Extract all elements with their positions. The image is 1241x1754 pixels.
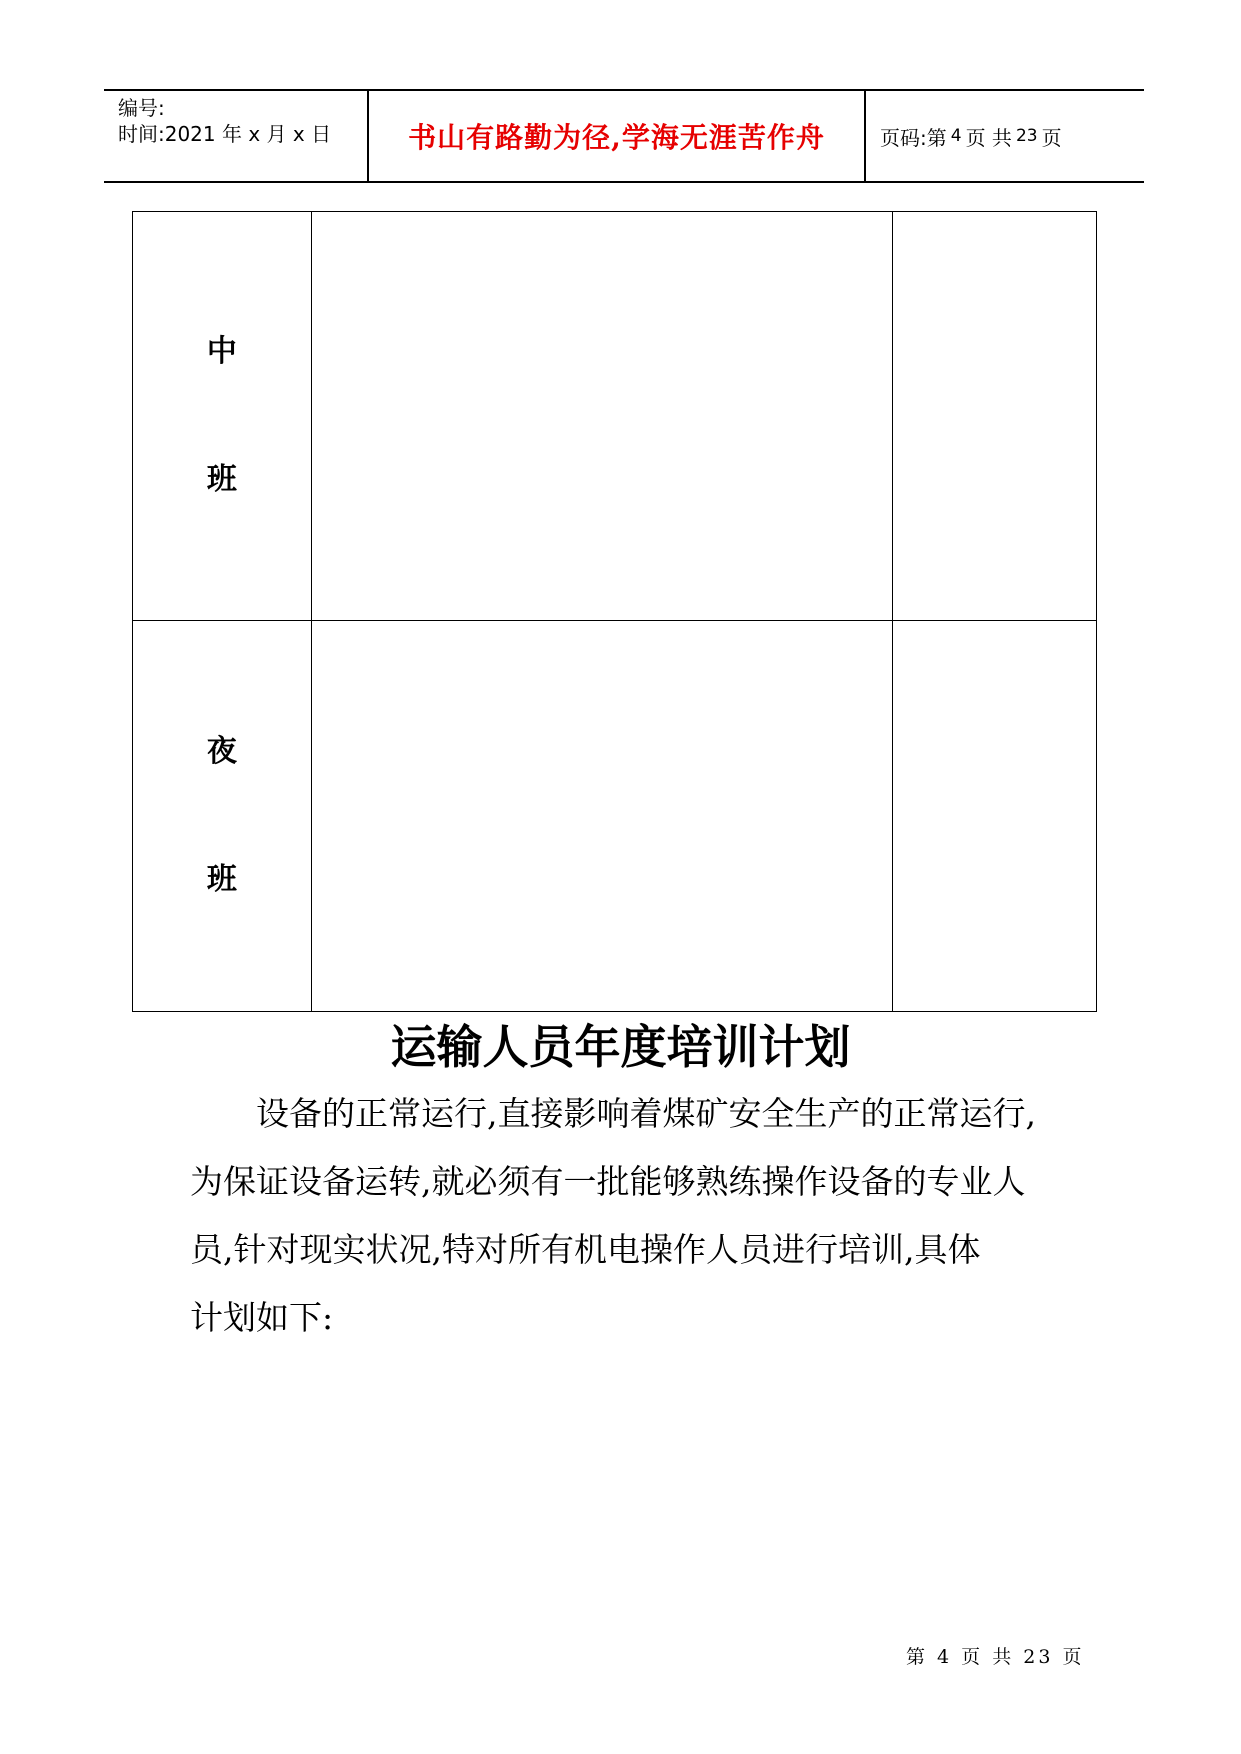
shift-note-cell xyxy=(893,621,1097,1012)
header-motto-cell xyxy=(369,91,866,181)
serial-label: 编号: xyxy=(118,96,165,120)
shift-label-bottom: 班 xyxy=(206,862,237,897)
page-prefix: 页码:第 xyxy=(880,125,947,150)
page-footer: 第 4 页 共 23 页 xyxy=(906,1646,1085,1668)
page-current: 4 xyxy=(950,126,962,146)
page-total: 23 xyxy=(1015,126,1038,146)
paragraph-line: 设备的正常运行,直接影响着煤矿安全生产的正常运行, xyxy=(256,1094,1036,1133)
shift-content-cell xyxy=(311,212,893,621)
table-row xyxy=(133,212,1097,621)
shift-label-cell xyxy=(133,212,312,621)
shift-table xyxy=(132,211,1097,1012)
header-page-number xyxy=(866,91,1144,181)
shift-content-cell xyxy=(311,621,893,1012)
header-meta xyxy=(104,91,369,181)
paragraph-line: 计划如下: xyxy=(190,1298,334,1337)
document-title: 运输人员年度培训计划 xyxy=(390,1020,851,1074)
shift-label-top: 夜 xyxy=(206,734,237,769)
shift-label-bottom: 班 xyxy=(206,462,237,497)
shift-label-night xyxy=(133,734,311,897)
paragraph-line: 员,针对现实状况,特对所有机电操作人员进行培训,具体 xyxy=(190,1230,981,1269)
time-label: 时间:2021 年 x 月 x 日 xyxy=(118,122,332,146)
page-suffix: 页 xyxy=(1041,125,1062,150)
shift-label-middle xyxy=(133,334,311,497)
header-motto: 书山有路勤为径,学海无涯苦作舟 xyxy=(408,121,825,154)
shift-label-top: 中 xyxy=(206,334,237,369)
document-paragraph xyxy=(190,1080,1110,1352)
page-mid: 页 共 xyxy=(965,125,1012,150)
table-row xyxy=(133,621,1097,1012)
paragraph-line: 为保证设备运转,就必须有一批能够熟练操作设备的专业人 xyxy=(190,1162,1026,1201)
page-header xyxy=(104,89,1144,183)
shift-note-cell xyxy=(893,212,1097,621)
shift-label-cell xyxy=(133,621,312,1012)
